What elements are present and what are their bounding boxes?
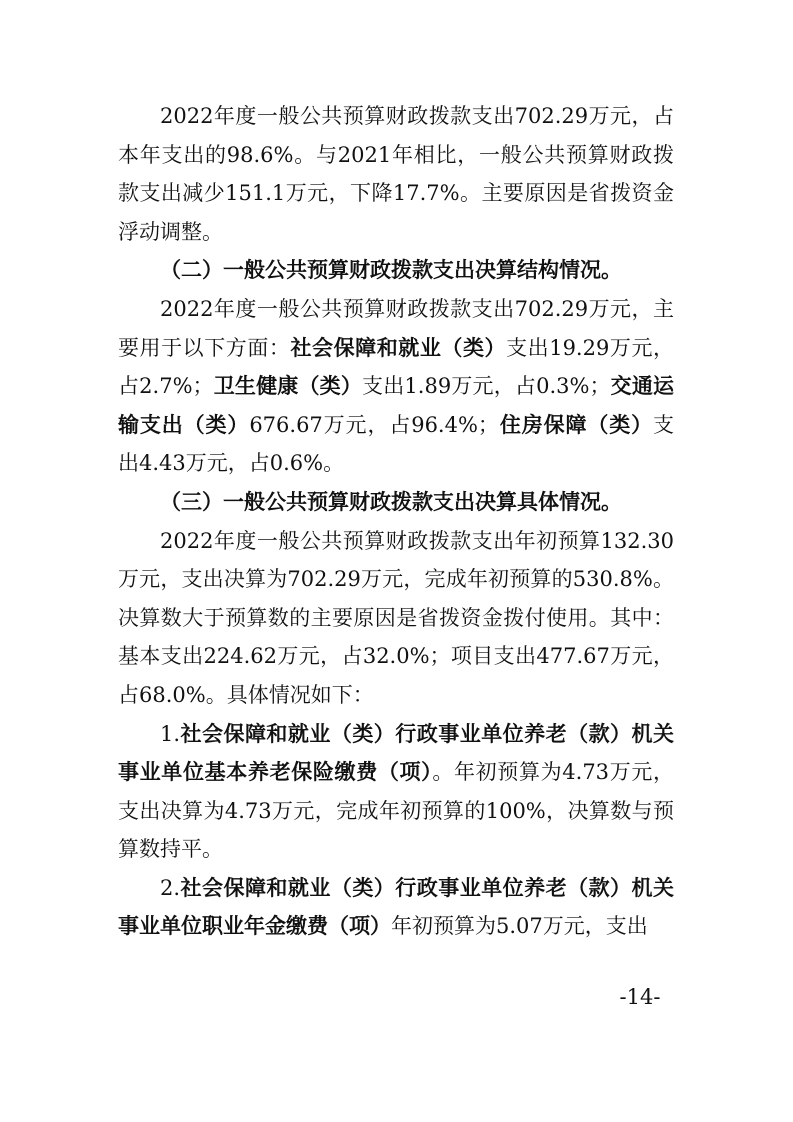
item-number: 1.	[160, 721, 181, 746]
category-health: 卫生健康（类）	[213, 373, 363, 399]
heading-text: （二）一般公共预算财政拨款支出决算结构情况。	[160, 257, 622, 283]
text-run: 。年初预算为4.73万元，支出决算为4.73万元，完成年初预算的100%，决算数与预算数持平。	[118, 760, 675, 862]
page-number: -14-	[619, 985, 661, 1009]
text-run: 2022年度一般公共预算财政拨款支出702.29万元，占本年支出的98.6%。与2021年相比，一般公共预算财政拨款支出减少151.1万元，下降17.7%。主要原因是省拨资金浮动调整。	[118, 104, 674, 244]
paragraph-item-2	[118, 869, 674, 946]
section-heading-structure	[118, 251, 674, 290]
text-run: 2022年度一般公共预算财政拨款支出年初预算132.30万元，支出决算为702.29万元，完成年初预算的530.8%。决算数大于预算数的主要原因是省拨资金拨付使用。其中：基本支出224.62万元，占32.0%；项目支出477.67万元，占68.0%。具体情况如下：	[118, 528, 674, 707]
paragraph-expenditure-structure	[118, 290, 674, 483]
text-run: 676.67万元，占96.4%；	[249, 412, 499, 437]
text-run: 支出4.43万元，占0.6%。	[118, 412, 675, 476]
category-transport: 交通运输支出（类）	[118, 373, 675, 437]
paragraph-expenditure-summary	[118, 97, 674, 251]
text-run: 支出19.29万元，占2.7%；	[118, 335, 675, 399]
item-title: 社会保障和就业（类）行政事业单位养老（款）机关事业单位基本养老保险缴费（项）	[118, 720, 674, 785]
item-title: 社会保障和就业（类）行政事业单位养老（款）机关事业单位职业年金缴费（项）	[118, 874, 674, 939]
heading-text: （三）一般公共预算财政拨款支出决算具体情况。	[160, 488, 622, 514]
text-run: 年初预算为5.07万元，支出	[391, 914, 648, 939]
category-social-security: 社会保障和就业（类）	[290, 334, 507, 360]
section-heading-details	[118, 483, 674, 522]
paragraph-item-1	[118, 715, 674, 869]
body-text	[118, 97, 674, 946]
item-number: 2.	[160, 875, 181, 900]
paragraph-budget-details	[118, 522, 674, 715]
category-housing: 住房保障（类）	[498, 411, 654, 437]
text-run: 支出1.89万元，占0.3%；	[362, 374, 611, 399]
text-run: 2022年度一般公共预算财政拨款支出702.29万元，主要用于以下方面：	[118, 296, 674, 360]
